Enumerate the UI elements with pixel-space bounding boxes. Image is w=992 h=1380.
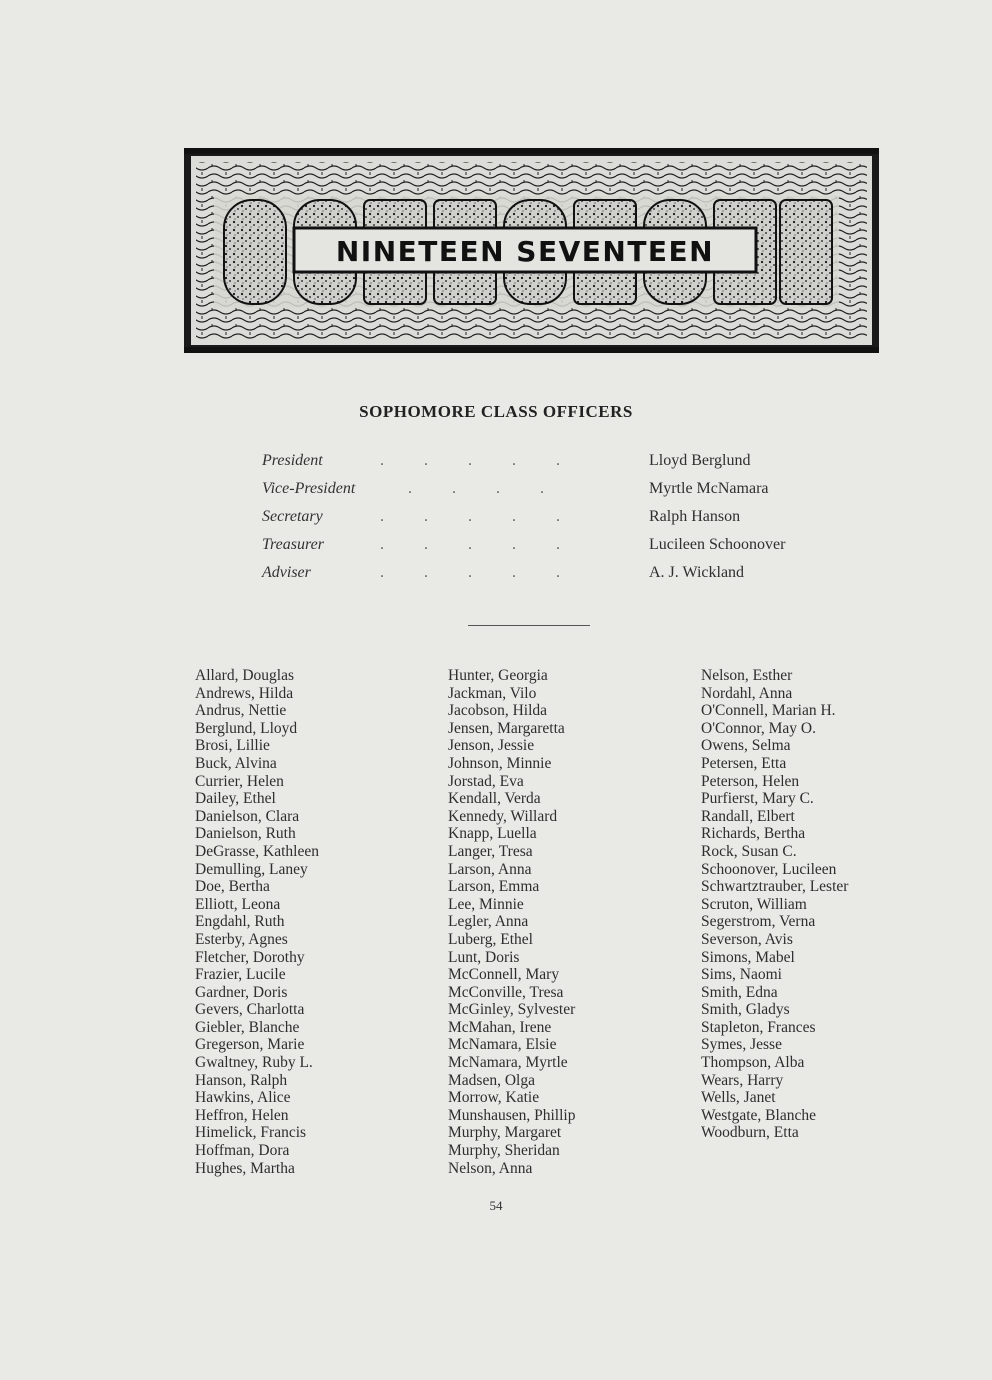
- roster-name: Himelick, Francis: [195, 1124, 307, 1142]
- roster-name: Currier, Helen: [195, 772, 284, 790]
- roster-name: Kennedy, Willard: [448, 807, 558, 825]
- roster-name: Kendall, Verda: [448, 790, 541, 808]
- officer-row: [262, 508, 822, 536]
- roster-name: Demulling, Laney: [195, 860, 308, 878]
- roster-name: Owens, Selma: [701, 737, 791, 755]
- officer-row: [262, 536, 822, 564]
- roster-name: Petersen, Etta: [701, 754, 787, 772]
- roster-name: Murphy, Sheridan: [448, 1142, 560, 1160]
- roster-name: DeGrasse, Kathleen: [195, 842, 319, 860]
- roster-name: Larson, Emma: [448, 878, 540, 896]
- roster-name: Knapp, Luella: [448, 825, 537, 843]
- roster-name: Dailey, Ethel: [195, 790, 276, 808]
- leader-dots: . . . . .: [380, 564, 560, 581]
- roster-name: Wells, Janet: [701, 1089, 776, 1107]
- roster-name: Purfierst, Mary C.: [701, 790, 814, 808]
- roster-name: Morrow, Katie: [448, 1089, 540, 1107]
- roster-name: Nelson, Anna: [448, 1159, 533, 1177]
- roster-name: Legler, Anna: [448, 913, 529, 931]
- roster-name: Stapleton, Frances: [701, 1018, 816, 1036]
- roster-name: McConville, Tresa: [448, 983, 564, 1001]
- roster-name: Larson, Anna: [448, 860, 532, 878]
- roster-name: Buck, Alvina: [195, 754, 277, 772]
- roster-column-1: [195, 667, 319, 1177]
- roster-name: Jackman, Vilo: [448, 684, 537, 702]
- officer-row: [262, 452, 822, 480]
- roster-name: Woodburn, Etta: [701, 1124, 799, 1142]
- roster-column-3: [701, 667, 848, 1142]
- officer-name: A. J. Wickland: [649, 564, 745, 581]
- roster-name: Hawkins, Alice: [195, 1089, 291, 1107]
- sophomore-banner: [184, 148, 879, 353]
- roster-name: Fletcher, Dorothy: [195, 948, 305, 966]
- leader-dots: . . . . .: [380, 508, 560, 525]
- roster-name: Schwartztrauber, Lester: [701, 878, 849, 896]
- roster-name: Langer, Tresa: [448, 842, 533, 860]
- roster-name: Gwaltney, Ruby L.: [195, 1054, 313, 1072]
- roster-name: Smith, Edna: [701, 983, 778, 1001]
- officer-role: Secretary: [262, 508, 323, 525]
- roster-name: Hughes, Martha: [195, 1159, 295, 1177]
- officer-role: Treasurer: [262, 536, 324, 553]
- roster-name: Simons, Mabel: [701, 948, 795, 966]
- roster-name: Scruton, William: [701, 895, 807, 913]
- page-number: 54: [489, 1198, 503, 1213]
- roster-name: McNamara, Elsie: [448, 1036, 557, 1054]
- roster-name: Smith, Gladys: [701, 1001, 790, 1019]
- roster-name: Segerstrom, Verna: [701, 913, 816, 931]
- roster-name: Doe, Bertha: [195, 878, 270, 896]
- roster-name: Madsen, Olga: [448, 1071, 535, 1089]
- officer-name: Lloyd Berglund: [649, 452, 751, 469]
- roster-name: Esterby, Agnes: [195, 930, 288, 948]
- officer-role: President: [262, 452, 323, 469]
- officers-list: [262, 452, 822, 592]
- roster-name: Jenson, Jessie: [448, 737, 535, 755]
- roster-name: Luberg, Ethel: [448, 930, 533, 948]
- roster-name: McNamara, Myrtle: [448, 1054, 568, 1072]
- roster-name: Richards, Bertha: [701, 825, 806, 843]
- roster-name: Thompson, Alba: [701, 1054, 805, 1072]
- officers-title: SOPHOMORE CLASS OFFICERS: [359, 402, 633, 421]
- roster-name: Hunter, Georgia: [448, 667, 548, 684]
- roster-name: Westgate, Blanche: [701, 1106, 816, 1124]
- roster-name: Danielson, Ruth: [195, 825, 296, 843]
- roster-name: Heffron, Helen: [195, 1106, 289, 1124]
- roster-name: O'Connell, Marian H.: [701, 702, 836, 720]
- officer-name: Ralph Hanson: [649, 508, 741, 525]
- roster-name: Giebler, Blanche: [195, 1018, 300, 1036]
- roster-name: Johnson, Minnie: [448, 754, 552, 772]
- section-divider: [468, 625, 590, 626]
- roster-name: Peterson, Helen: [701, 772, 800, 790]
- roster-name: Brosi, Lillie: [195, 737, 270, 755]
- roster-name: Sims, Naomi: [701, 966, 782, 984]
- roster-name: Severson, Avis: [701, 930, 793, 948]
- roster-name: McMahan, Irene: [448, 1018, 552, 1036]
- roster-name: Hanson, Ralph: [195, 1071, 288, 1089]
- roster-name: Schoonover, Lucileen: [701, 860, 837, 878]
- officer-name: Lucileen Schoonover: [649, 536, 786, 553]
- officer-role: Vice-President: [262, 480, 356, 497]
- roster-name: Elliott, Leona: [195, 895, 281, 913]
- leader-dots: . . . . .: [380, 536, 560, 553]
- leader-dots: . . . . .: [380, 452, 560, 469]
- roster-name: Nordahl, Anna: [701, 684, 793, 702]
- officer-row: [262, 480, 822, 508]
- roster-name: Berglund, Lloyd: [195, 719, 298, 737]
- leader-dots: . . . .: [380, 480, 544, 497]
- roster-name: Rock, Susan C.: [701, 842, 797, 860]
- officer-row: [262, 564, 822, 592]
- roster-name: Danielson, Clara: [195, 807, 300, 825]
- roster-name: Gardner, Doris: [195, 983, 288, 1001]
- roster-name: Munshausen, Phillip: [448, 1106, 576, 1124]
- roster-name: Frazier, Lucile: [195, 966, 286, 984]
- roster-name: Hoffman, Dora: [195, 1142, 290, 1160]
- roster-column-2: [448, 667, 575, 1177]
- roster-name: Andrus, Nettie: [195, 702, 287, 720]
- roster-name: Lunt, Doris: [448, 948, 520, 966]
- roster-name: Gevers, Charlotta: [195, 1001, 305, 1019]
- roster-name: McGinley, Sylvester: [448, 1001, 576, 1019]
- roster-name: Lee, Minnie: [448, 895, 524, 913]
- roster-name: Jorstad, Eva: [448, 772, 524, 790]
- officer-role: Adviser: [262, 564, 311, 581]
- roster-name: O'Connor, May O.: [701, 719, 816, 737]
- roster-name: Randall, Elbert: [701, 807, 795, 825]
- officer-name: Myrtle McNamara: [649, 480, 769, 497]
- roster-name: Nelson, Esther: [701, 667, 793, 684]
- roster-name: Jacobson, Hilda: [448, 702, 548, 720]
- roster-name: Andrews, Hilda: [195, 684, 294, 702]
- roster-name: McConnell, Mary: [448, 966, 560, 984]
- roster-name: Symes, Jesse: [701, 1036, 782, 1054]
- roster-name: Murphy, Margaret: [448, 1124, 562, 1142]
- banner-year-text: NINETEEN SEVENTEEN: [335, 235, 715, 268]
- roster-name: Wears, Harry: [701, 1071, 784, 1089]
- roster-name: Gregerson, Marie: [195, 1036, 305, 1054]
- roster-name: Allard, Douglas: [195, 667, 295, 684]
- roster-name: Jensen, Margaretta: [448, 719, 565, 737]
- roster-name: Engdahl, Ruth: [195, 913, 285, 931]
